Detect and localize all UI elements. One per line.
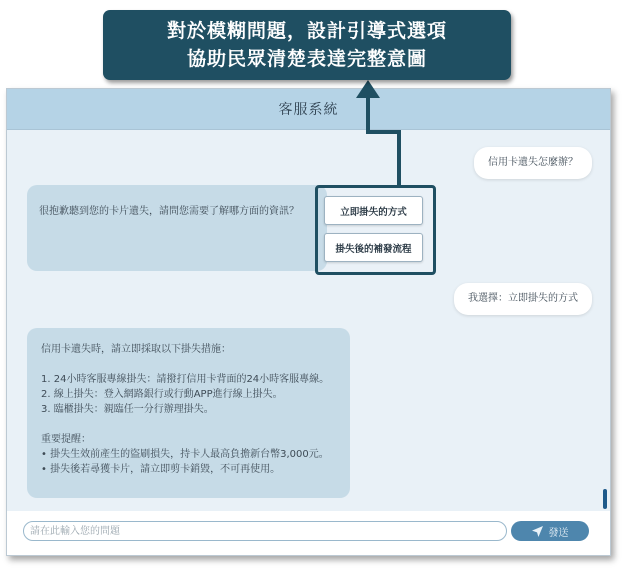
callout-arrow-stem [366,96,370,132]
reminder-item: • 掛失後若尋獲卡片，請立即剪卡銷毀，不可再使用。 [41,464,281,475]
bot-message [27,328,350,498]
scrollbar-thumb[interactable] [603,489,607,509]
user-message [454,283,592,315]
spacer [41,417,351,432]
paper-plane-icon [532,526,543,537]
callout-line-1: 對於模糊問題，設計引導式選項 [166,20,447,42]
user-message-text: 我選擇：立即掛失的方式 [468,293,578,304]
bot-message-text: 很抱歉聽到您的卡片遺失，請問您需要了解哪方面的資訊？ [39,206,299,217]
message-input-placeholder: 請在此輸入您的問題 [30,526,120,537]
annotation-callout [103,10,511,80]
guided-options-frame [315,185,436,275]
option-label: 立即掛失的方式 [340,206,407,218]
bot-message [27,185,327,271]
callout-arrowhead-icon [356,80,380,98]
chat-window [6,88,611,556]
option-label: 掛失後的補發流程 [335,243,412,255]
option-reissue-process-button[interactable] [324,233,423,262]
step-item: 1. 24小時客服專線掛失：請撥打信用卡背面的24小時客服專線。 [41,374,330,385]
user-message-text: 信用卡遺失怎麼辦？ [488,157,578,168]
callout-arrow-drop [397,130,401,187]
message-input[interactable] [23,521,507,541]
reminder-title: 重要提醒： [41,434,91,445]
spacer [41,357,351,372]
step-item: 2. 線上掛失：登入網路銀行或行動APP進行線上掛失。 [41,389,283,400]
option-report-loss-button[interactable] [324,196,423,225]
window-title: 客服系統 [7,89,610,130]
user-message [474,147,592,179]
reminder-item: • 掛失生效前產生的盜刷損失，持卡人最高負擔新台幣3,000元。 [41,449,329,460]
input-bar [7,511,610,555]
bot-message-intro: 信用卡遺失時，請立即採取以下掛失措施： [41,344,231,355]
step-item: 3. 臨櫃掛失：親臨任一分行辦理掛失。 [41,404,214,415]
callout-line-2: 協助民眾清楚表達完整意圖 [186,48,427,70]
send-button-label: 發送 [548,527,569,539]
callout-arrow-horizontal [366,130,400,134]
send-button[interactable] [511,521,589,541]
